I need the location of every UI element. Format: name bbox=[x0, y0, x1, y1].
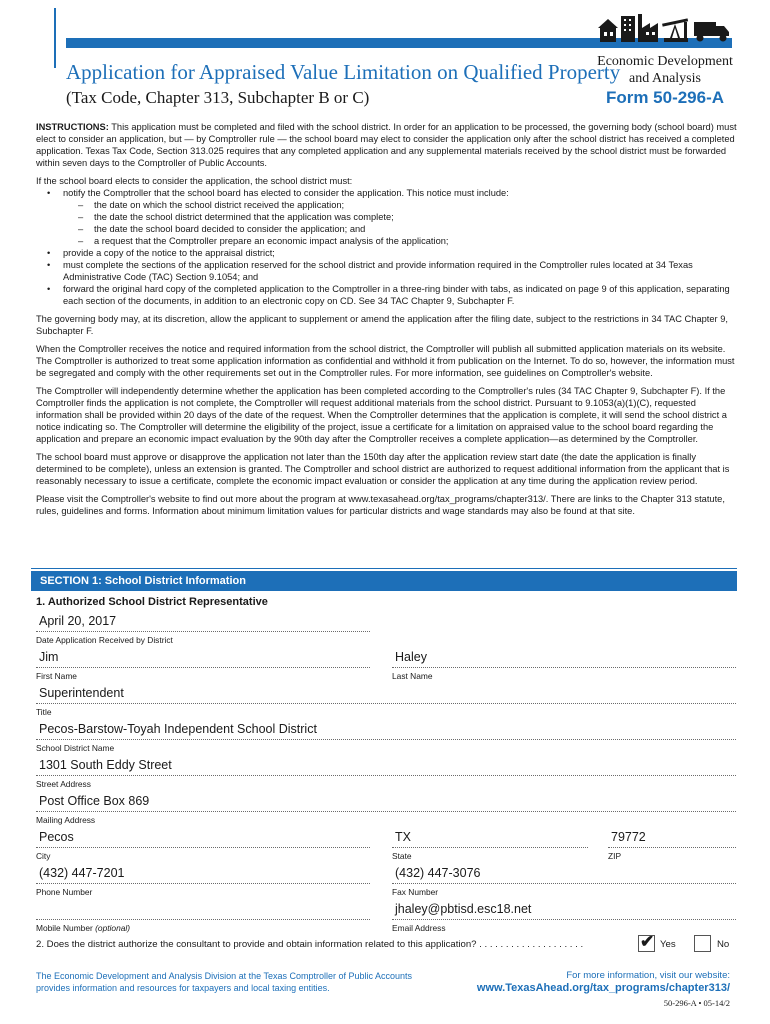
phone-number-label: Phone Number bbox=[36, 887, 93, 897]
mobile-number-label-text: Mobile Number bbox=[36, 923, 93, 933]
instructions-paragraph-4: When the Comptroller receives the notice and required information from the school district, the Comptroller will publish all submitted application materials on its website. The Comptroller is authorized to treat some application information as confidential and withhold it from publication on the Internet. To do so, however, the information must be segregated and comply with the other requirements set out in the Comptroller rules. For more information, see guidelines on Comptroller's website. bbox=[36, 344, 735, 378]
title-value[interactable]: Superintendent bbox=[39, 686, 124, 700]
field-underline bbox=[392, 667, 736, 668]
last-name-label: Last Name bbox=[392, 671, 433, 681]
first-name-field[interactable] bbox=[36, 648, 370, 681]
document-subtitle: (Tax Code, Chapter 313, Subchapter B or C) bbox=[66, 88, 370, 107]
field-underline bbox=[36, 775, 736, 776]
email-address-label: Email Address bbox=[392, 923, 446, 933]
school-district-name-value[interactable]: Pecos-Barstow-Toyah Independent School District bbox=[39, 722, 317, 736]
fax-number-label: Fax Number bbox=[392, 887, 439, 897]
no-label: No bbox=[717, 939, 730, 950]
field-underline bbox=[36, 703, 736, 704]
fax-number-field[interactable] bbox=[392, 864, 736, 897]
field-underline bbox=[392, 847, 588, 848]
state-label: State bbox=[392, 851, 412, 861]
skyline-icon bbox=[596, 10, 732, 42]
footer-form-code: 50-296-A • 05-14/2 bbox=[663, 998, 730, 1008]
footer-agency-note bbox=[36, 970, 412, 994]
mobile-number-field[interactable] bbox=[36, 900, 370, 933]
list-item: • provide a copy of the notice to the appraisal district; bbox=[36, 247, 738, 259]
last-name-value[interactable]: Haley bbox=[395, 650, 427, 664]
section-1-header: SECTION 1: School District Information bbox=[31, 571, 737, 591]
form-number: Form 50-296-A bbox=[605, 88, 725, 107]
list-item: – the date the school board decided to consider the application; and bbox=[36, 223, 738, 235]
instructions-paragraph-6: The school board must approve or disapprove the application not later than the 150th day after the application review start date (the date the application is finally determined to be complete), unless an extension is granted. The Comptroller and school district are authorized to request additional information from the applicant that is reasonably necessary to issue a certificate, complete the economic impact evaluation or consider the application at any time during the application review period. bbox=[36, 452, 730, 486]
title-field[interactable] bbox=[36, 684, 736, 717]
list-item: – the date on which the school district received the application; bbox=[36, 199, 738, 211]
footer-note-line-2: provides information and resources for taxpayers and local taxing entities. bbox=[36, 983, 330, 993]
no-checkbox[interactable] bbox=[694, 935, 711, 952]
first-name-label: First Name bbox=[36, 671, 77, 681]
header-accent-line bbox=[54, 8, 56, 68]
date-received-field[interactable] bbox=[36, 612, 370, 645]
street-address-label: Street Address bbox=[36, 779, 91, 789]
date-received-value[interactable]: April 20, 2017 bbox=[39, 614, 117, 628]
document-title: Application for Appraised Value Limitation on Qualified Property bbox=[66, 60, 621, 84]
field-underline bbox=[392, 883, 736, 884]
footer-note-line-1: The Economic Development and Analysis Division at the Texas Comptroller of Public Accounts bbox=[36, 971, 413, 981]
yes-checkbox[interactable] bbox=[638, 932, 655, 952]
instructions-paragraph-5: The Comptroller will independently determine whether the application has been completed according to the Comptroller's rules (34 TAC Chapter 9, Subchapter F). If the Comptroller finds the application is not complete, the Comptroller will request additional materials from the school district. Pursuant to 9.1053(a)(1)(C), requested information shall be provided within 20 days of the date of the request. When the Comptroller determines that the application is complete, it will send the school district a notice indicating so. The Comptroller will determine the eligibility of the project, issue a certificate for a limitation on appraised value to the school board regarding the application and prepare an economic impact evaluation by the 90th day after the Comptroller receives a complete application—as determined by the Comptroller. bbox=[36, 386, 727, 444]
zip-label: ZIP bbox=[608, 851, 622, 861]
instructions-paragraph-2: If the school board elects to consider the application, the school district must: bbox=[36, 176, 353, 186]
list-item: • forward the original hard copy of the completed application to the Comptroller in a three-ring binder with tabs, as indicated on page 9 of this application, separating each section of the documents, in addition to an electronic copy on CD. See 34 TAC Chapter 9, Subchapter F. bbox=[36, 283, 738, 307]
street-address-value[interactable]: 1301 South Eddy Street bbox=[39, 758, 172, 772]
instructions-paragraph-3: The governing body may, at its discretion, allow the applicant to supplement or amend the application after the filing date, subject to the restrictions in 34 TAC Chapter 9, Subchapter F. bbox=[36, 314, 728, 336]
field-underline bbox=[392, 919, 736, 920]
checkmark-icon: ✔ bbox=[640, 932, 655, 951]
footer-website-link[interactable]: www.TexasAhead.org/tax_programs/chapter313/ bbox=[476, 982, 730, 994]
list-item: – a request that the Comptroller prepare an economic impact analysis of the application; bbox=[36, 235, 738, 247]
field-underline bbox=[36, 919, 370, 920]
phone-number-value[interactable]: (432) 447-7201 bbox=[39, 866, 125, 880]
phone-number-field[interactable] bbox=[36, 864, 370, 897]
email-address-field[interactable] bbox=[392, 900, 736, 933]
zip-field[interactable] bbox=[608, 828, 736, 861]
section-divider bbox=[31, 568, 737, 569]
list-item: – the date the school district determined that the application was complete; bbox=[36, 211, 738, 223]
city-value[interactable]: Pecos bbox=[39, 830, 74, 844]
field-underline bbox=[36, 847, 370, 848]
fax-number-value[interactable]: (432) 447-3076 bbox=[395, 866, 481, 880]
list-item: • must complete the sections of the application reserved for the school district and provide information required in the Comptroller rules located at 34 Texas Administrative Code (TAC) Section 9.1054; and bbox=[36, 259, 738, 283]
city-label: City bbox=[36, 851, 51, 861]
instructions-label: INSTRUCTIONS: bbox=[36, 122, 109, 132]
instructions-paragraph-1 bbox=[36, 121, 738, 169]
state-value[interactable]: TX bbox=[395, 830, 411, 844]
agency-line-1: Economic Development bbox=[597, 54, 733, 69]
mobile-number-label bbox=[36, 923, 370, 933]
title-label: Title bbox=[36, 707, 52, 717]
mobile-number-value[interactable] bbox=[36, 900, 370, 919]
state-field[interactable] bbox=[392, 828, 588, 861]
mailing-address-value[interactable]: Post Office Box 869 bbox=[39, 794, 150, 808]
city-field[interactable] bbox=[36, 828, 370, 861]
street-address-field[interactable] bbox=[36, 756, 736, 789]
first-name-value[interactable]: Jim bbox=[39, 650, 59, 664]
agency-line-2: and Analysis bbox=[629, 71, 701, 86]
item-1-heading: 1. Authorized School District Representative bbox=[36, 596, 268, 608]
field-underline bbox=[36, 739, 736, 740]
school-district-duties-list bbox=[36, 187, 738, 307]
list-item: • notify the Comptroller that the school board has elected to consider the application. This notice must include: bbox=[36, 187, 738, 199]
instructions-paragraph-7: Please visit the Comptroller's website to find out more about the program at www.texasahead.org/tax_programs/chapter313/. There are links to the Chapter 313 statute, rules, guidelines and forms. Information about minimum limitation values for particular districts and wage standards may also be found at that site. bbox=[36, 494, 725, 516]
question-2-text: 2. Does the district authorize the consultant to provide and obtain information related to this application? . . . . . . . . . . . . . . . . . . . . bbox=[36, 939, 584, 950]
optional-note: (optional) bbox=[95, 923, 131, 933]
instructions bbox=[36, 121, 738, 523]
footer-website-prompt: For more information, visit our website: bbox=[566, 970, 730, 981]
instructions-text: This application must be completed and filed with the school district. In order for an application to be processed, the governing body (school board) must elect to consider an application, but — by Comptroller rule — the school board may elect to consider the application only after the school district has received a completed application. Texas Tax Code, Section 313.025 requires that any completed application and any supplemental materials received by the school district must be forwarded within seven days to the Comptroller of Public Accounts. bbox=[36, 122, 737, 168]
yes-label: Yes bbox=[660, 939, 676, 950]
field-underline bbox=[36, 883, 370, 884]
mailing-address-field[interactable] bbox=[36, 792, 736, 825]
email-address-value[interactable]: jhaley@pbtisd.esc18.net bbox=[395, 902, 532, 916]
mailing-address-label: Mailing Address bbox=[36, 815, 96, 825]
school-district-name-label: School District Name bbox=[36, 743, 115, 753]
school-district-name-field[interactable] bbox=[36, 720, 736, 753]
date-received-label: Date Application Received by District bbox=[36, 635, 173, 645]
field-underline bbox=[36, 631, 370, 632]
field-underline bbox=[36, 811, 736, 812]
zip-value[interactable]: 79772 bbox=[611, 830, 646, 844]
field-underline bbox=[36, 667, 370, 668]
last-name-field[interactable] bbox=[392, 648, 736, 681]
field-underline bbox=[608, 847, 736, 848]
agency-name bbox=[592, 53, 738, 87]
